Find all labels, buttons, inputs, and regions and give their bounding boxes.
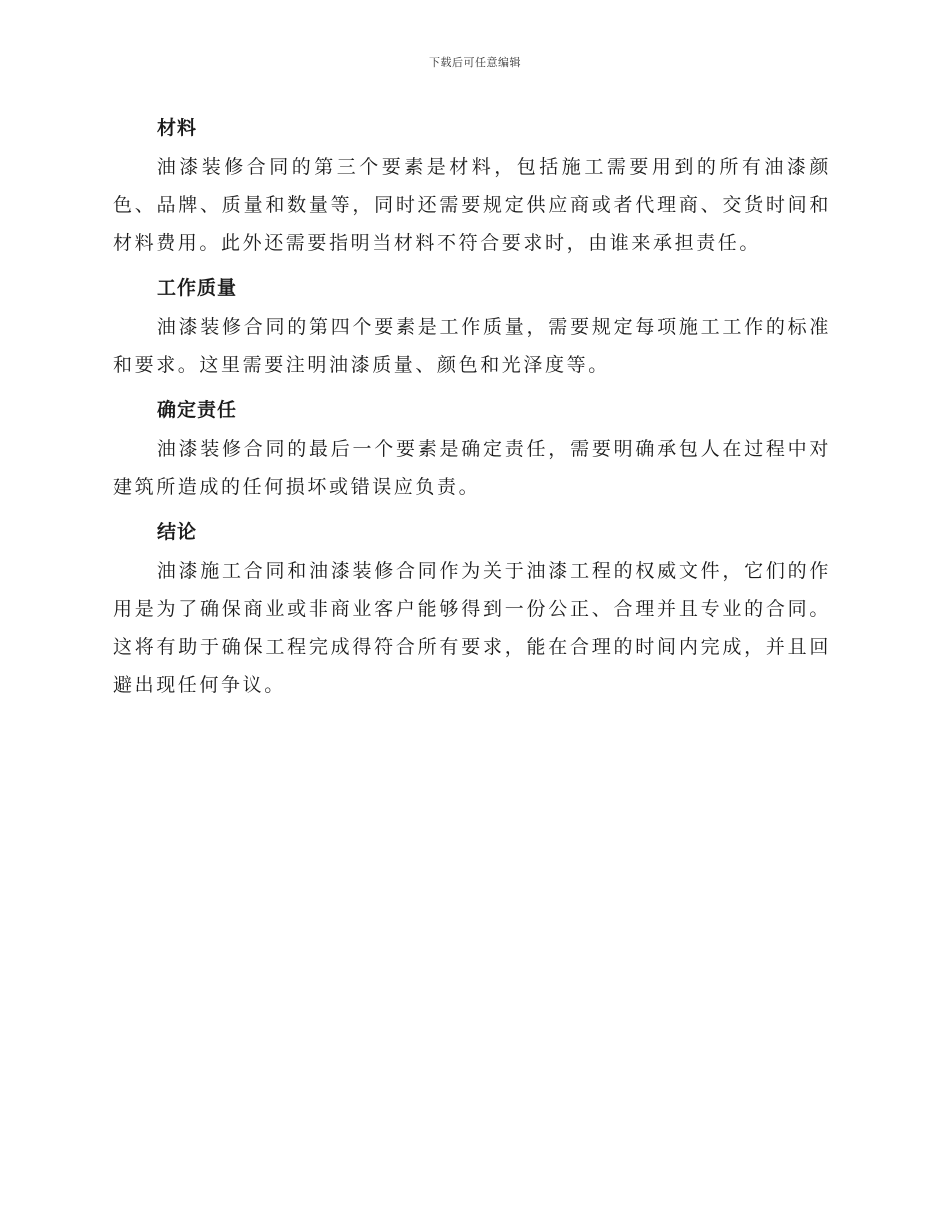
section-paragraph-responsibility: 油漆装修合同的最后一个要素是确定责任，需要明确承包人在过程中对建筑所造成的任何损坏或错误应负责。 xyxy=(113,438,831,498)
document-body xyxy=(113,108,831,710)
section-paragraph-materials: 油漆装修合同的第三个要素是材料，包括施工需要用到的所有油漆颜色、品牌、质量和数量等，同时还需要规定供应商或者代理商、交货时间和材料费用。此外还需要指明当材料不符合要求时，由谁来承担责任。 xyxy=(113,156,831,254)
section-paragraph-work-quality: 油漆装修合同的第四个要素是工作质量，需要规定每项施工工作的标准和要求。这里需要注明油漆质量、颜色和光泽度等。 xyxy=(113,316,831,376)
section-title-materials: 材料 xyxy=(157,117,198,139)
section-paragraph-conclusion: 油漆施工合同和油漆装修合同作为关于油漆工程的权威文件，它们的作用是为了确保商业或非商业客户能够得到一份公正、合理并且专业的合同。这将有助于确保工程完成得符合所有要求，能在合理的时间内完成，并且回避出现任何争议。 xyxy=(113,560,831,696)
section-title-conclusion: 结论 xyxy=(157,521,198,543)
section-title-responsibility: 确定责任 xyxy=(157,399,238,421)
section-title-work-quality: 工作质量 xyxy=(157,277,238,299)
page-header: 下载后可任意编辑 xyxy=(429,56,521,69)
